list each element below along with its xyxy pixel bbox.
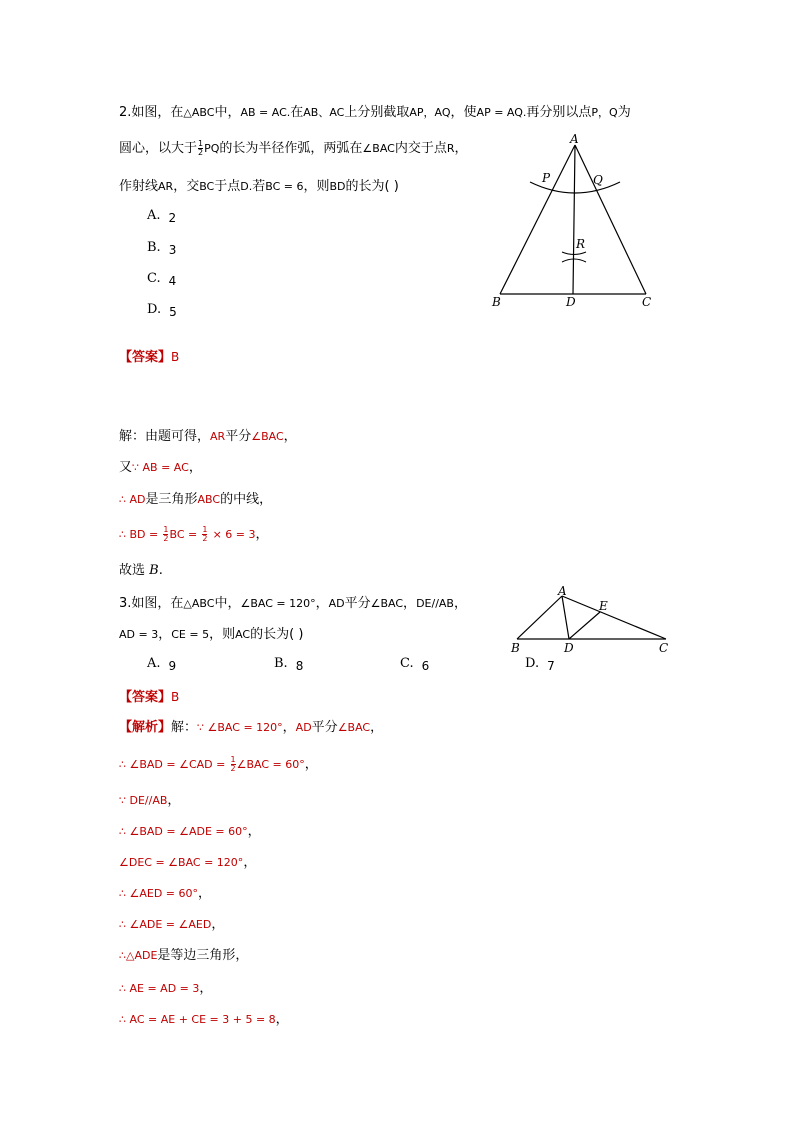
fraction-half: $\frac{1}{2}$ bbox=[198, 139, 204, 157]
q2-label-p: P bbox=[542, 171, 551, 185]
q3-label-e: E bbox=[599, 599, 608, 613]
q2-option-c: C. 4 bbox=[147, 271, 177, 288]
q3-label-a: A bbox=[558, 584, 567, 598]
q2-solution-line4: ∴ BD = $\frac{1}{2}$ BC = $\frac{1}{2}$ × 6 = 3， bbox=[119, 525, 269, 543]
q3-analysis-line9: ∴ AE = AD = 3， bbox=[119, 981, 213, 996]
q3-analysis-line10: ∴ AC = AE + CE = 3 + 5 = 8， bbox=[119, 1012, 289, 1027]
q3-stem-line2: AD = 3，CE = 5，则AC的长为( ) bbox=[119, 627, 304, 642]
q2-ray-ar bbox=[573, 145, 575, 294]
q3-analysis-line3: ∵ DE//AB， bbox=[119, 793, 181, 808]
q2-side-ab bbox=[500, 145, 575, 294]
q3-analysis-line7: ∴ ∠ADE = ∠AED， bbox=[119, 917, 225, 932]
q2-solution-line2: 又∵ AB = AC， bbox=[119, 460, 202, 475]
q2-label-a: A bbox=[570, 132, 579, 146]
q2-label-c: C bbox=[642, 295, 652, 309]
q3-option-a: A. 9 bbox=[147, 656, 177, 673]
q3-side-ab bbox=[517, 596, 562, 639]
q2-label-b: B bbox=[492, 295, 501, 309]
q2-stem-line2: 圆心，以大于 $\frac{1}{2}$ PQ的长为半径作弧，两弧在∠BAC内交于点R， bbox=[119, 139, 468, 157]
q3-triangle-figure bbox=[505, 583, 680, 658]
q2-option-a: A. 2 bbox=[147, 208, 177, 225]
q3-answer: 【答案】B bbox=[119, 690, 180, 705]
q2-side-ac bbox=[575, 145, 646, 294]
q3-analysis-line2: ∴ ∠BAD = ∠CAD = $\frac{1}{2}$ ∠BAC = 60°， bbox=[119, 755, 318, 773]
q3-label-c: C bbox=[659, 641, 669, 655]
q2-option-d: D. 5 bbox=[147, 302, 177, 319]
q3-analysis-line8: ∴△ADE是等边三角形， bbox=[119, 948, 249, 963]
q3-segment-de bbox=[569, 612, 600, 639]
q3-option-c: C. 6 bbox=[400, 656, 430, 673]
q3-segment-ad bbox=[562, 596, 569, 639]
q2-solution-line5: 故选 B. bbox=[119, 563, 163, 578]
q2-answer: 【答案】B bbox=[119, 350, 180, 365]
q2-label-r: R bbox=[576, 237, 586, 251]
q2-triangle-figure bbox=[480, 130, 670, 315]
q2-stem-line1: 2.如图，在△ABC中，AB = AC.在AB、AC上分别截取AP，AQ，使AP = AQ.再分别以点P，Q为 bbox=[119, 105, 631, 120]
q2-label-d: D bbox=[566, 295, 576, 309]
q3-analysis-line4: ∴ ∠BAD = ∠ADE = 60°， bbox=[119, 824, 261, 839]
q3-side-ac bbox=[562, 596, 666, 639]
q3-analysis-line5: ∠DEC = ∠BAC = 120°， bbox=[119, 855, 257, 870]
q3-label-d: D bbox=[564, 641, 574, 655]
q2-label-q: Q bbox=[593, 173, 603, 187]
q3-analysis-line1: 【解析】解：∵ ∠BAC = 120°，AD平分∠BAC， bbox=[119, 720, 384, 735]
q3-option-b: B. 8 bbox=[274, 656, 304, 673]
q2-stem-line3: 作射线AR，交BC于点D.若BC = 6，则BD的长为( ) bbox=[119, 179, 399, 194]
q3-stem-line1: 3.如图，在△ABC中，∠BAC = 120°，AD平分∠BAC，DE//AB， bbox=[119, 596, 467, 611]
q2-solution-line3: ∴ AD是三角形ABC的中线， bbox=[119, 492, 273, 507]
q2-option-b: B. 3 bbox=[147, 240, 177, 257]
q3-label-b: B bbox=[511, 641, 520, 655]
q3-option-d: D. 7 bbox=[525, 656, 555, 673]
q3-analysis-line6: ∴ ∠AED = 60°， bbox=[119, 886, 212, 901]
q2-solution-line1: 解：由题可得，AR平分∠BAC， bbox=[119, 429, 297, 444]
